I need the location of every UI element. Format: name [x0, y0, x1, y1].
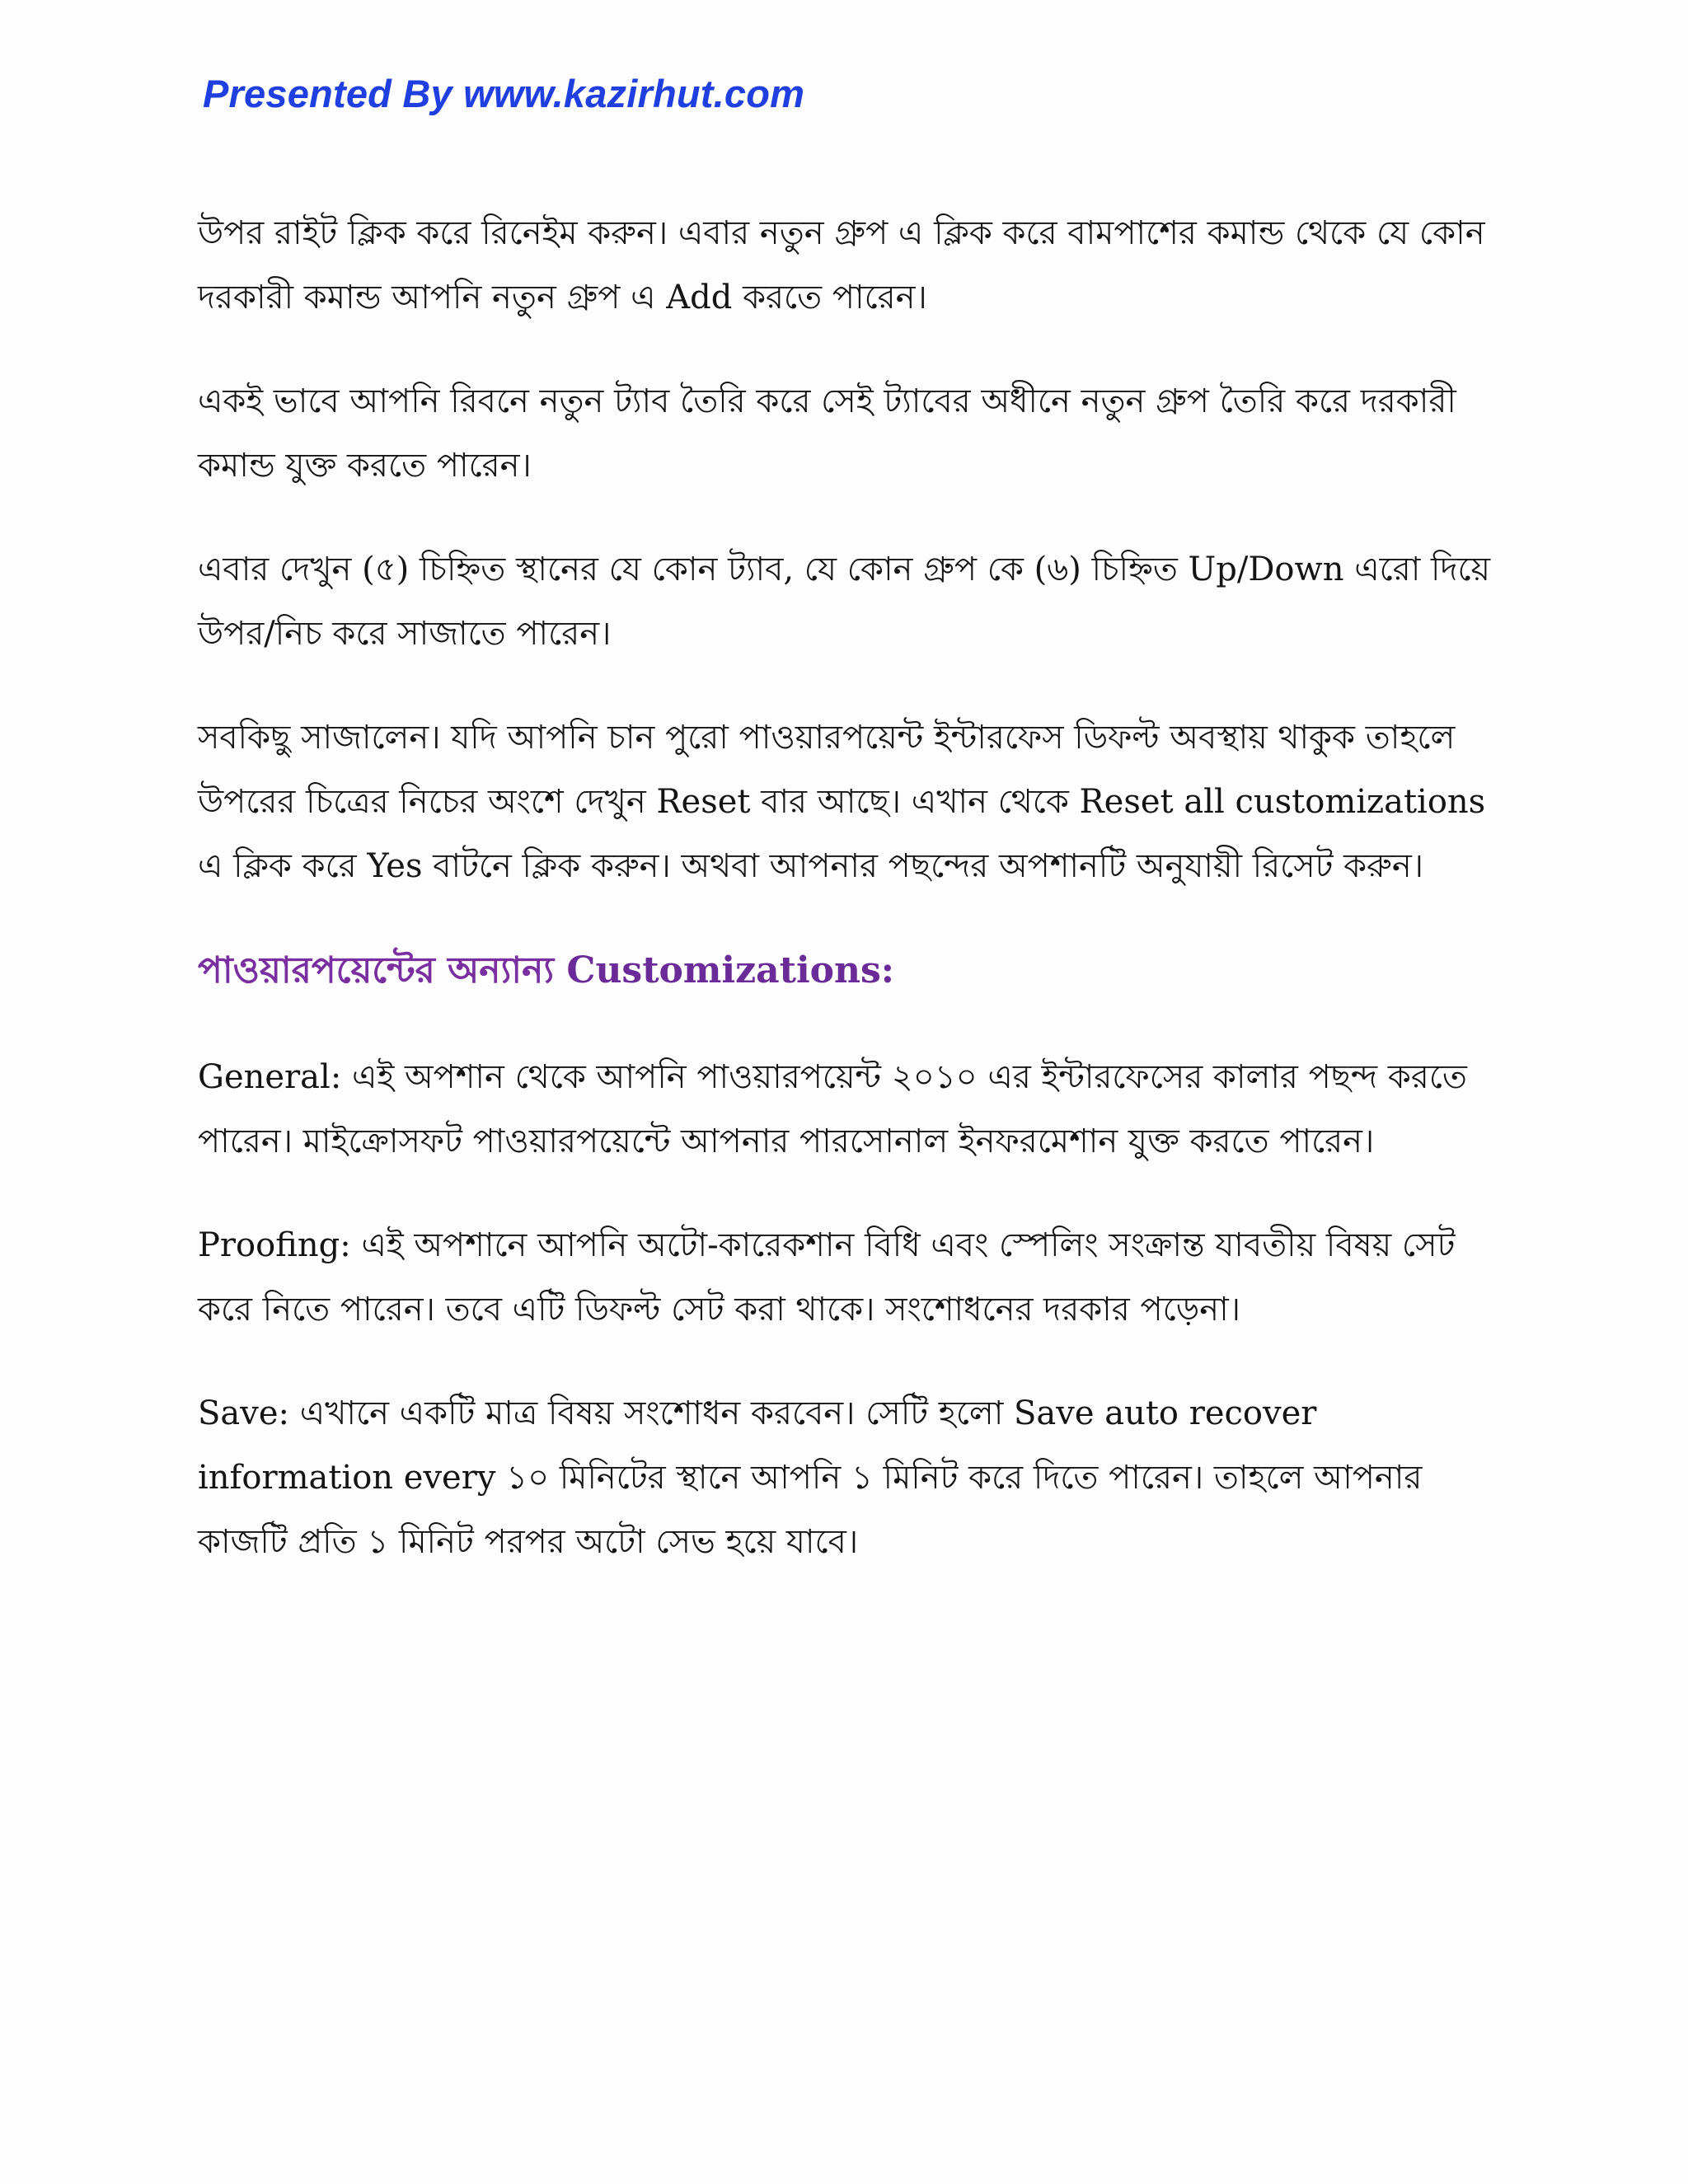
document-body — [198, 201, 1500, 1614]
paragraph-reset: সবকিছু সাজালেন। যদি আপনি চান পুরো পাওয়ারপয়েন্ট ইন্টারফেস ডিফল্ট অবস্থায় থাকুক তাহলে উপরের চিত্রের নিচের অংশে দেখুন Reset বার আছে। এখান থেকে Reset all customizations এ ক্লিক করে Yes বাটনে ক্লিক করুন। অথবা আপনার পছন্দের অপশানটি অনুযায়ী রিসেট করুন। — [198, 719, 1486, 885]
paragraph-rename-group: উপর রাইট ক্লিক করে রিনেইম করুন। এবার নতুন গ্রুপ এ ক্লিক করে বামপাশের কমান্ড থেকে যে কোন দরকারী কমান্ড আপনি নতুন গ্রুপ এ Add করতে পারেন। — [198, 214, 1485, 316]
option-general-text: এই অপশান থেকে আপনি পাওয়ারপয়েন্ট ২০১০ এর ইন্টারফেসের কালার পছন্দ করতে পারেন। মাইক্রোসফট পাওয়ারপয়েন্টে আপনার পারসোনাল ইনফরমেশান যুক্ত করতে পারেন। — [198, 1058, 1467, 1160]
presented-by-header: Presented By www.kazirhut.com — [203, 72, 805, 115]
option-save-label: Save: — [198, 1394, 289, 1432]
section-heading-bengali: পাওয়ারপয়েন্টের অন্যান্য — [198, 949, 555, 991]
section-heading-customizations: Customizations: — [566, 949, 895, 991]
paragraph-new-tab: একই ভাবে আপনি রিবনে নতুন ট্যাব তৈরি করে সেই ট্যাবের অধীনে নতুন গ্রুপ তৈরি করে দরকারী কমান্ড যুক্ত করতে পারেন। — [198, 382, 1456, 485]
option-save-text: এখানে একটি মাত্র বিষয় সংশোধন করবেন। সেটি হলো Save auto recover information every ১০ মিনিটের স্থানে আপনি ১ মিনিট করে দিতে পারেন। তাহলে আপনার কাজটি প্রতি ১ মিনিট পরপর অটো সেভ হয়ে যাবে। — [198, 1394, 1423, 1561]
option-save — [198, 1381, 1500, 1574]
option-proofing — [198, 1213, 1500, 1342]
paragraph-up-down-arrows: এবার দেখুন (৫) চিহ্নিত স্থানের যে কোন ট্যাব, যে কোন গ্রুপ কে (৬) চিহ্নিত Up/Down এরো দিয়ে উপর/নিচ করে সাজাতে পারেন। — [198, 551, 1491, 653]
option-proofing-label: Proofing: — [198, 1226, 351, 1264]
option-general-label: General: — [198, 1058, 342, 1096]
section-heading — [198, 938, 1500, 1004]
option-general — [198, 1045, 1500, 1174]
option-proofing-text: এই অপশানে আপনি অটো-কারেকশান বিধি এবং স্পেলিং সংক্রান্ত যাবতীয় বিষয় সেট করে নিতে পারেন। তবে এটি ডিফল্ট সেট করা থাকে। সংশোধনের দরকার পড়েনা। — [198, 1226, 1456, 1329]
